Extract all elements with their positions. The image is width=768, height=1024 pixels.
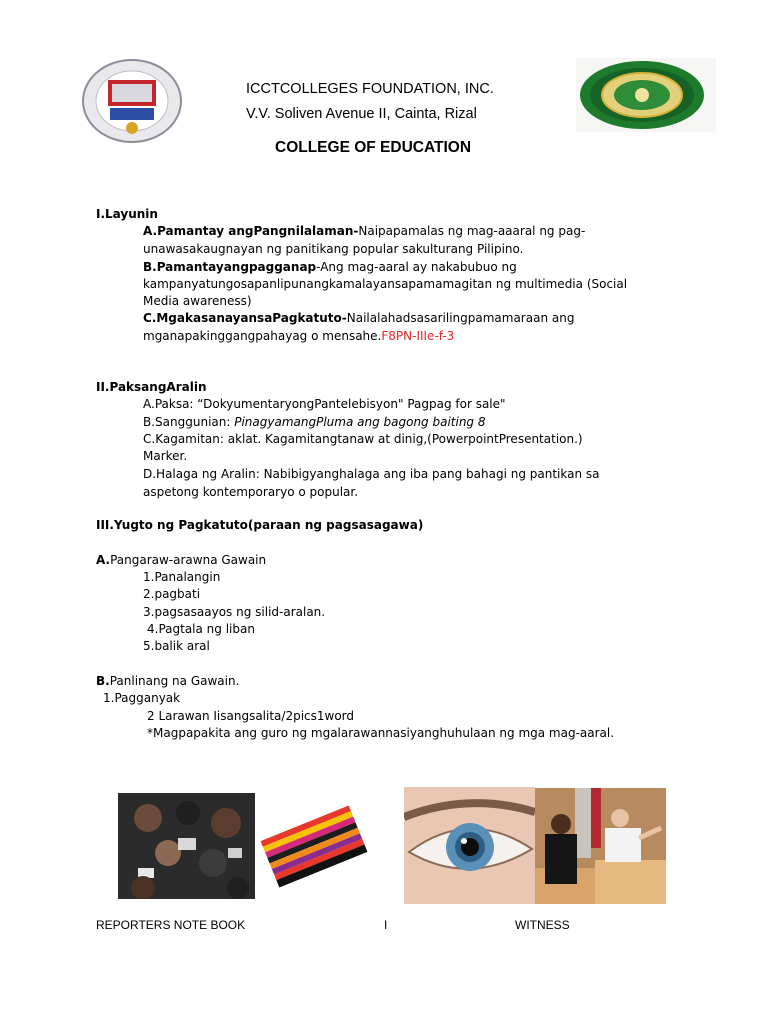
- notebook-image: [257, 800, 370, 896]
- layunin-c-label: C.MgakasanayansaPagkatuto-: [143, 311, 347, 325]
- section-3-title: III.Yugto ng Pagkatuto(paraan ng pagsasagawa): [96, 518, 424, 532]
- list-item: 2.pagbati: [143, 587, 201, 601]
- halaga: D.Halaga ng Aralin: Nabibigyanghalaga ang iba pang bahagi ng pantikan sa: [143, 467, 600, 481]
- reporters-crowd-photo: [118, 793, 255, 899]
- kagamitan: C.Kagamitan: aklat. Kagamitangtanaw at dinig,(PowerpointPresentation.): [143, 432, 583, 446]
- layunin-c: [143, 310, 574, 327]
- caption-reporters-note-book: REPORTERS NOTE BOOK: [96, 918, 246, 932]
- gawain-b-title: Panlinang na Gawain.: [109, 674, 240, 688]
- layunin-b-text-3: Media awareness): [143, 294, 252, 308]
- layunin-c-text-2: mganapakinggangpahayag o mensahe.: [143, 329, 382, 343]
- competency-code: F8PN-IIIe-f-3: [381, 329, 455, 343]
- pagganyak-line-1: 2 Larawan Iisangsalita/2pics1word: [147, 709, 355, 723]
- list-item: 5.balik aral: [143, 639, 210, 653]
- layunin-a-text: Naipapamalas ng mag-aaaral ng pag-: [358, 224, 586, 238]
- gawain-a-title: Pangaraw-arawna Gawain: [110, 553, 267, 567]
- eye-photo: [404, 787, 535, 904]
- pagganyak: 1.Pagganyak: [103, 691, 181, 705]
- sanggunian: [143, 414, 486, 431]
- college-title: COLLEGE OF EDUCATION: [275, 139, 472, 156]
- layunin-b-text-2: kampanyatungosapanlipunangkamalayansapamamagitan ng multimedia (Social: [143, 277, 628, 291]
- sanggunian-label: B.Sanggunian:: [143, 415, 235, 429]
- layunin-c-line-2: [143, 328, 454, 345]
- courtroom-witness-photo: [535, 788, 666, 904]
- halaga-2: aspetong kontemporaryo o popular.: [143, 485, 359, 499]
- list-item: 4.Pagtala ng liban: [147, 622, 255, 636]
- layunin-b-text: -Ang mag-aaral ay nakabubuo ng: [316, 260, 517, 274]
- list-item: 1.Panalangin: [143, 570, 221, 584]
- gawain-b-letter: B.: [96, 674, 110, 688]
- gawain-a-letter: A.: [96, 553, 111, 567]
- list-item: 3.pagsasaayos ng silid-aralan.: [143, 605, 326, 619]
- org-name: ICCTCOLLEGES FOUNDATION, INC.: [246, 81, 494, 97]
- layunin-a-text-2: unawasakaugnayan ng panitikang popular sakulturang Pilipino.: [143, 242, 524, 256]
- layunin-a-label: A.Pamantay angPangnilalaman-: [143, 224, 359, 238]
- kagamitan-2: Marker.: [143, 449, 188, 463]
- icct-logo: [80, 58, 184, 144]
- section-2-title: II.PaksangAralin: [96, 380, 207, 394]
- address: V.V. Soliven Avenue II, Cainta, Rizal: [246, 106, 477, 122]
- gawain-a: [96, 552, 266, 569]
- layunin-b-label: B.Pamantayangpagganap: [143, 260, 317, 274]
- paksa: A.Paksa: “DokyumentaryongPantelebisyon" Pagpag for sale": [143, 397, 506, 411]
- layunin-c-text: Nailalahadsasarilingpamamaraan ang: [346, 311, 575, 325]
- caption-i: I: [384, 918, 388, 932]
- pagganyak-line-2: *Magpapakita ang guro ng mgalarawannasiyanghuhulaan ng mga mag-aaral.: [147, 726, 615, 740]
- layunin-a: [143, 223, 585, 240]
- section-1-title: I.Layunin: [96, 207, 158, 221]
- sanggunian-value: PinagyamangPluma ang bagong baiting 8: [234, 415, 486, 429]
- gawain-b: [96, 673, 239, 690]
- school-seal-logo: [576, 58, 716, 132]
- layunin-b: [143, 259, 517, 276]
- caption-witness: WITNESS: [515, 918, 570, 932]
